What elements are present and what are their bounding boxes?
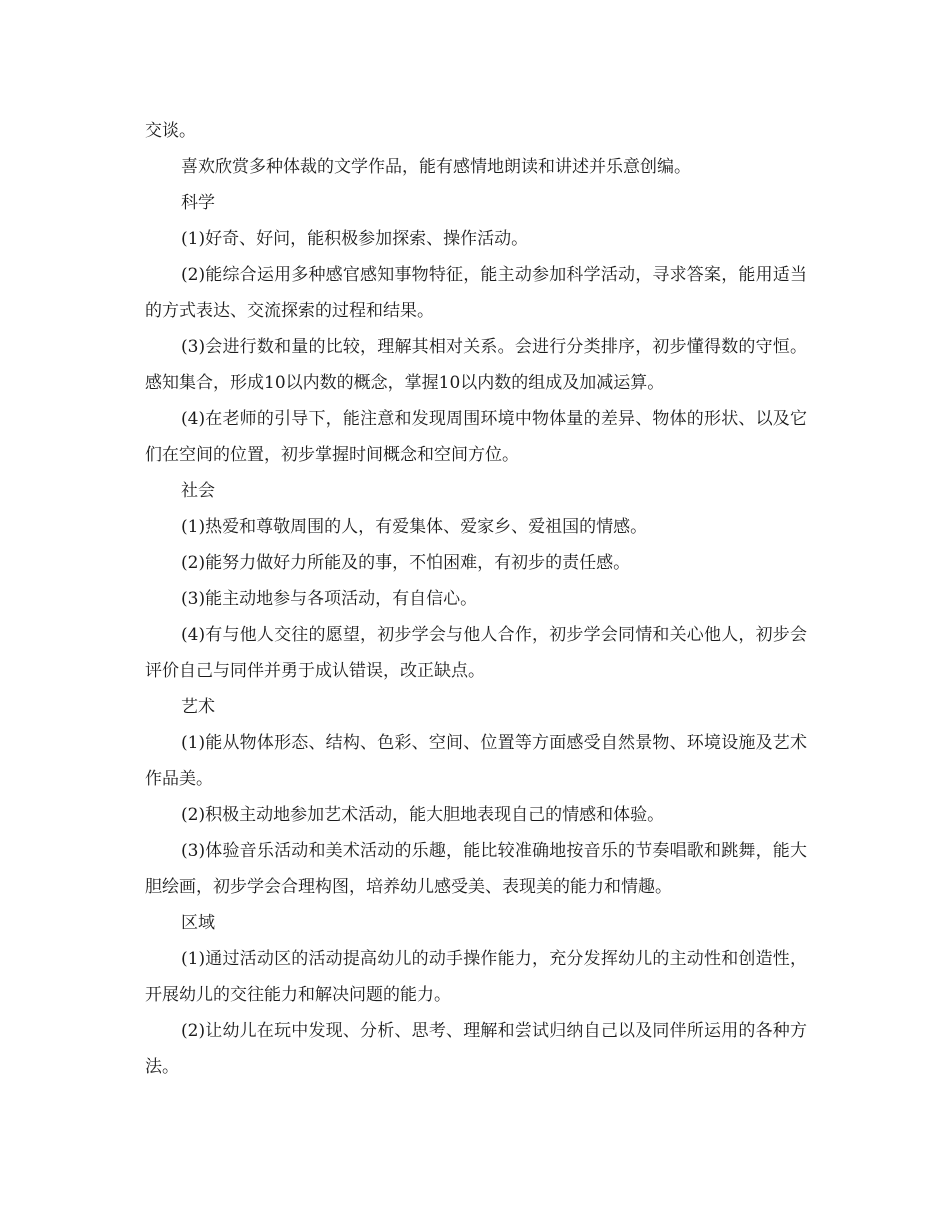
science-item-2: (2)能综合运用多种感官感知事物特征，能主动参加科学活动，寻求答案，能用适当的方式表达、交流探索的过程和结果。 [145, 265, 807, 321]
science-item-4: (4)在老师的引导下，能注意和发现周围环境中物体量的差异、物体的形状、以及它们在空间的位置，初步掌握时间概念和空间方位。 [145, 409, 807, 465]
society-item-2: (2)能努力做好力所能及的事，不怕困难，有初步的责任感。 [181, 553, 631, 573]
society-item-3: (3)能主动地参与各项活动，有自信心。 [181, 589, 478, 609]
science-item-1: (1)好奇、好问，能积极参加探索、操作活动。 [181, 229, 529, 249]
art-item-3: (3)体验音乐活动和美术活动的乐趣，能比较准确地按音乐的节奏唱歌和跳舞，能大胆绘画，初步学会合理构图，培养幼儿感受美、表现美的能力和情趣。 [145, 841, 807, 897]
science-item-3: (3)会进行数和量的比较，理解其相对关系。会进行分类排序，初步懂得数的守恒。感知集合，形成10以内数的概念，掌握10以内数的组成及加减运算。 [145, 337, 807, 393]
paragraph-literature: 喜欢欣赏多种体裁的文学作品，能有感情地朗读和讲述并乐意创编。 [181, 157, 691, 177]
section-heading-area: 区域 [181, 913, 215, 933]
section-heading-society: 社会 [181, 481, 215, 501]
document-body [145, 113, 807, 1085]
section-heading-science: 科学 [181, 193, 215, 213]
society-item-4: (4)有与他人交往的愿望，初步学会与他人合作，初步学会同情和关心他人，初步会评价自己与同伴并勇于成认错误，改正缺点。 [145, 625, 807, 681]
section-heading-art: 艺术 [181, 697, 215, 717]
society-item-1: (1)热爱和尊敬周围的人，有爱集体、爱家乡、爱祖国的情感。 [181, 517, 648, 537]
area-item-2: (2)让幼儿在玩中发现、分析、思考、理解和尝试归纳自己以及同伴所运用的各种方法。 [145, 1021, 807, 1077]
art-item-2: (2)积极主动地参加艺术活动，能大胆地表现自己的情感和体验。 [181, 805, 665, 825]
paragraph-continuation: 交谈。 [145, 121, 196, 141]
art-item-1: (1)能从物体形态、结构、色彩、空间、位置等方面感受自然景物、环境设施及艺术作品美。 [145, 733, 807, 789]
area-item-1: (1)通过活动区的活动提高幼儿的动手操作能力，充分发挥幼儿的主动性和创造性，开展幼儿的交往能力和解决问题的能力。 [145, 949, 807, 1005]
